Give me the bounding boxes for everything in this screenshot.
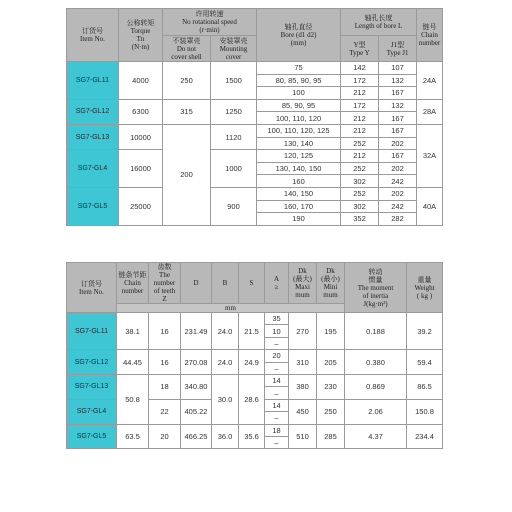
type-j1-cell: 282 bbox=[379, 213, 417, 226]
a-cell: 14 bbox=[265, 374, 289, 386]
cover-speed-cell: 1500 bbox=[211, 62, 257, 100]
pitch-cell: 38.1 bbox=[117, 313, 149, 350]
dk-min-cell: 195 bbox=[317, 313, 345, 350]
chain-cell: 28A bbox=[417, 99, 443, 124]
table-row bbox=[67, 187, 443, 200]
pitch-cell: 50.8 bbox=[117, 374, 149, 424]
teeth-cell: 20 bbox=[149, 424, 181, 449]
type-y-cell: 252 bbox=[341, 137, 379, 150]
header-chain-pitch: 链条节距 Chain number bbox=[117, 263, 149, 304]
specifications-table bbox=[66, 8, 443, 226]
dk-min-cell: 230 bbox=[317, 374, 345, 399]
item-no-cell: SG7-GL11 bbox=[67, 62, 119, 100]
header-bore: 轴孔直径 Bore (d1 d2) (mm) bbox=[257, 9, 341, 62]
type-y-cell: 352 bbox=[341, 213, 379, 226]
inertia-cell: 0.869 bbox=[345, 374, 407, 399]
item-no-cell: SG7-GL5 bbox=[67, 424, 117, 449]
table-row bbox=[67, 313, 443, 325]
no-cover-speed-cell: 315 bbox=[163, 99, 211, 124]
type-y-cell: 212 bbox=[341, 150, 379, 163]
type-y-cell: 142 bbox=[341, 62, 379, 75]
torque-cell: 16000 bbox=[119, 150, 163, 188]
header-teeth: 齿数 The number of teeth Z bbox=[149, 263, 181, 304]
bore-cell: 130, 140 bbox=[257, 137, 341, 150]
header-torque: 公称转矩 Torque Tn (N·m) bbox=[119, 9, 163, 62]
type-y-cell: 302 bbox=[341, 175, 379, 188]
header-dk-max: Dk (最大) Maxi mum bbox=[289, 263, 317, 304]
a-cell: 20 bbox=[265, 350, 289, 362]
item-no-cell: SG7-GL12 bbox=[67, 350, 117, 375]
dk-max-cell: 510 bbox=[289, 424, 317, 449]
type-j1-cell: 167 bbox=[379, 112, 417, 125]
d-cell: 231.49 bbox=[181, 313, 212, 350]
type-y-cell: 252 bbox=[341, 162, 379, 175]
dk-min-cell: 250 bbox=[317, 399, 345, 424]
type-j1-cell: 242 bbox=[379, 200, 417, 213]
torque-cell: 6300 bbox=[119, 99, 163, 124]
table-row bbox=[67, 374, 443, 386]
type-j1-cell: 242 bbox=[379, 175, 417, 188]
b-cell: 24.0 bbox=[212, 313, 239, 350]
a-cell: 10 bbox=[265, 325, 289, 337]
unit-mm-label: mm bbox=[117, 304, 345, 313]
bore-cell: 130, 140, 150 bbox=[257, 162, 341, 175]
header-item-no: 订货号 Item No. bbox=[67, 263, 117, 313]
inertia-cell: 0.188 bbox=[345, 313, 407, 350]
table-row bbox=[67, 350, 443, 362]
bore-cell: 75 bbox=[257, 62, 341, 75]
a-cell: – bbox=[265, 387, 289, 399]
table-row bbox=[67, 150, 443, 163]
bore-cell: 140, 150 bbox=[257, 187, 341, 200]
weight-cell: 59.4 bbox=[407, 350, 443, 375]
header-type-j1: J1型 Type J1 bbox=[379, 36, 417, 62]
b-cell: 36.0 bbox=[212, 424, 239, 449]
type-j1-cell: 167 bbox=[379, 124, 417, 137]
header-weight: 重量 Weight ( kg ) bbox=[407, 263, 443, 313]
torque-cell: 10000 bbox=[119, 124, 163, 149]
table-row bbox=[67, 124, 443, 137]
cover-speed-cell: 1000 bbox=[211, 150, 257, 188]
inertia-cell: 4.37 bbox=[345, 424, 407, 449]
d-cell: 405.22 bbox=[181, 399, 212, 424]
type-y-cell: 302 bbox=[341, 200, 379, 213]
bore-cell: 160 bbox=[257, 175, 341, 188]
bore-cell: 85, 90, 95 bbox=[257, 99, 341, 112]
bore-cell: 100 bbox=[257, 87, 341, 100]
a-cell: 18 bbox=[265, 424, 289, 436]
pitch-cell: 63.5 bbox=[117, 424, 149, 449]
header-no-cover: 不装罩壳 Do not cover shell bbox=[163, 36, 211, 62]
dk-min-cell: 285 bbox=[317, 424, 345, 449]
torque-cell: 25000 bbox=[119, 187, 163, 225]
teeth-cell: 16 bbox=[149, 313, 181, 350]
weight-cell: 234.4 bbox=[407, 424, 443, 449]
d-cell: 270.08 bbox=[181, 350, 212, 375]
bore-cell: 100, 110, 120, 125 bbox=[257, 124, 341, 137]
d-cell: 340.80 bbox=[181, 374, 212, 399]
header-item-no: 订货号 Item No. bbox=[67, 9, 119, 62]
header-b: B bbox=[212, 263, 239, 304]
item-no-cell: SG7-GL5 bbox=[67, 187, 119, 225]
dk-max-cell: 450 bbox=[289, 399, 317, 424]
a-cell: – bbox=[265, 436, 289, 448]
a-cell: – bbox=[265, 337, 289, 349]
type-j1-cell: 167 bbox=[379, 87, 417, 100]
type-y-cell: 212 bbox=[341, 112, 379, 125]
type-j1-cell: 202 bbox=[379, 162, 417, 175]
header-inertia: 转动 惯量 The moment of inertia J(kg·m²) bbox=[345, 263, 407, 313]
a-cell: 35 bbox=[265, 313, 289, 325]
teeth-cell: 18 bbox=[149, 374, 181, 399]
b-cell: 30.0 bbox=[212, 374, 239, 424]
header-bore-length: 轴孔长度 Length of bore L bbox=[341, 9, 417, 36]
header-d: D bbox=[181, 263, 212, 304]
teeth-cell: 16 bbox=[149, 350, 181, 375]
header-dk-min: Dk (最小) Mini mum bbox=[317, 263, 345, 304]
chain-cell: 24A bbox=[417, 62, 443, 100]
table-row bbox=[67, 62, 443, 75]
dk-max-cell: 380 bbox=[289, 374, 317, 399]
table-row bbox=[67, 424, 443, 436]
pitch-cell: 44.45 bbox=[117, 350, 149, 375]
table-row bbox=[67, 99, 443, 112]
type-j1-cell: 202 bbox=[379, 187, 417, 200]
type-j1-cell: 132 bbox=[379, 99, 417, 112]
cover-speed-cell: 1120 bbox=[211, 124, 257, 149]
inertia-cell: 0.380 bbox=[345, 350, 407, 375]
cover-speed-cell: 1250 bbox=[211, 99, 257, 124]
bore-cell: 120, 125 bbox=[257, 150, 341, 163]
s-cell: 21.5 bbox=[239, 313, 265, 350]
type-y-cell: 252 bbox=[341, 187, 379, 200]
item-no-cell: SG7-GL4 bbox=[67, 399, 117, 424]
type-j1-cell: 167 bbox=[379, 150, 417, 163]
dk-max-cell: 270 bbox=[289, 313, 317, 350]
type-j1-cell: 202 bbox=[379, 137, 417, 150]
bore-cell: 160, 170 bbox=[257, 200, 341, 213]
b-cell: 24.0 bbox=[212, 350, 239, 375]
item-no-cell: SG7-GL12 bbox=[67, 99, 119, 124]
weight-cell: 86.5 bbox=[407, 374, 443, 399]
bore-cell: 100, 110, 120 bbox=[257, 112, 341, 125]
bore-cell: 190 bbox=[257, 213, 341, 226]
item-no-cell: SG7-GL13 bbox=[67, 124, 119, 149]
s-cell: 35.6 bbox=[239, 424, 265, 449]
inertia-cell: 2.06 bbox=[345, 399, 407, 424]
no-cover-speed-cell: 200 bbox=[163, 124, 211, 225]
chain-cell: 32A bbox=[417, 124, 443, 187]
type-j1-cell: 107 bbox=[379, 62, 417, 75]
type-y-cell: 212 bbox=[341, 124, 379, 137]
torque-cell: 4000 bbox=[119, 62, 163, 100]
dimensions-table bbox=[66, 262, 443, 449]
no-cover-speed-cell: 250 bbox=[163, 62, 211, 100]
s-cell: 28.6 bbox=[239, 374, 265, 424]
dk-max-cell: 310 bbox=[289, 350, 317, 375]
cover-speed-cell: 900 bbox=[211, 187, 257, 225]
bore-cell: 80, 85, 90, 95 bbox=[257, 74, 341, 87]
header-a: A ≥ bbox=[265, 263, 289, 304]
a-cell: – bbox=[265, 362, 289, 374]
chain-cell: 40A bbox=[417, 187, 443, 225]
type-y-cell: 172 bbox=[341, 99, 379, 112]
teeth-cell: 22 bbox=[149, 399, 181, 424]
weight-cell: 150.8 bbox=[407, 399, 443, 424]
header-mounting-cover: 安装罩壳 Mounting cover bbox=[211, 36, 257, 62]
type-y-cell: 212 bbox=[341, 87, 379, 100]
weight-cell: 39.2 bbox=[407, 313, 443, 350]
dk-min-cell: 205 bbox=[317, 350, 345, 375]
item-no-cell: SG7-GL13 bbox=[67, 374, 117, 399]
s-cell: 24.9 bbox=[239, 350, 265, 375]
a-cell: 14 bbox=[265, 399, 289, 411]
header-speed: 许用转速 No rotational speed (r·min) bbox=[163, 9, 257, 36]
d-cell: 466.25 bbox=[181, 424, 212, 449]
item-no-cell: SG7-GL4 bbox=[67, 150, 119, 188]
header-s: S bbox=[239, 263, 265, 304]
header-chain: 链号 Chain number bbox=[417, 9, 443, 62]
type-y-cell: 172 bbox=[341, 74, 379, 87]
item-no-cell: SG7-GL11 bbox=[67, 313, 117, 350]
header-type-y: Y型 Type Y bbox=[341, 36, 379, 62]
a-cell: – bbox=[265, 412, 289, 424]
type-j1-cell: 132 bbox=[379, 74, 417, 87]
